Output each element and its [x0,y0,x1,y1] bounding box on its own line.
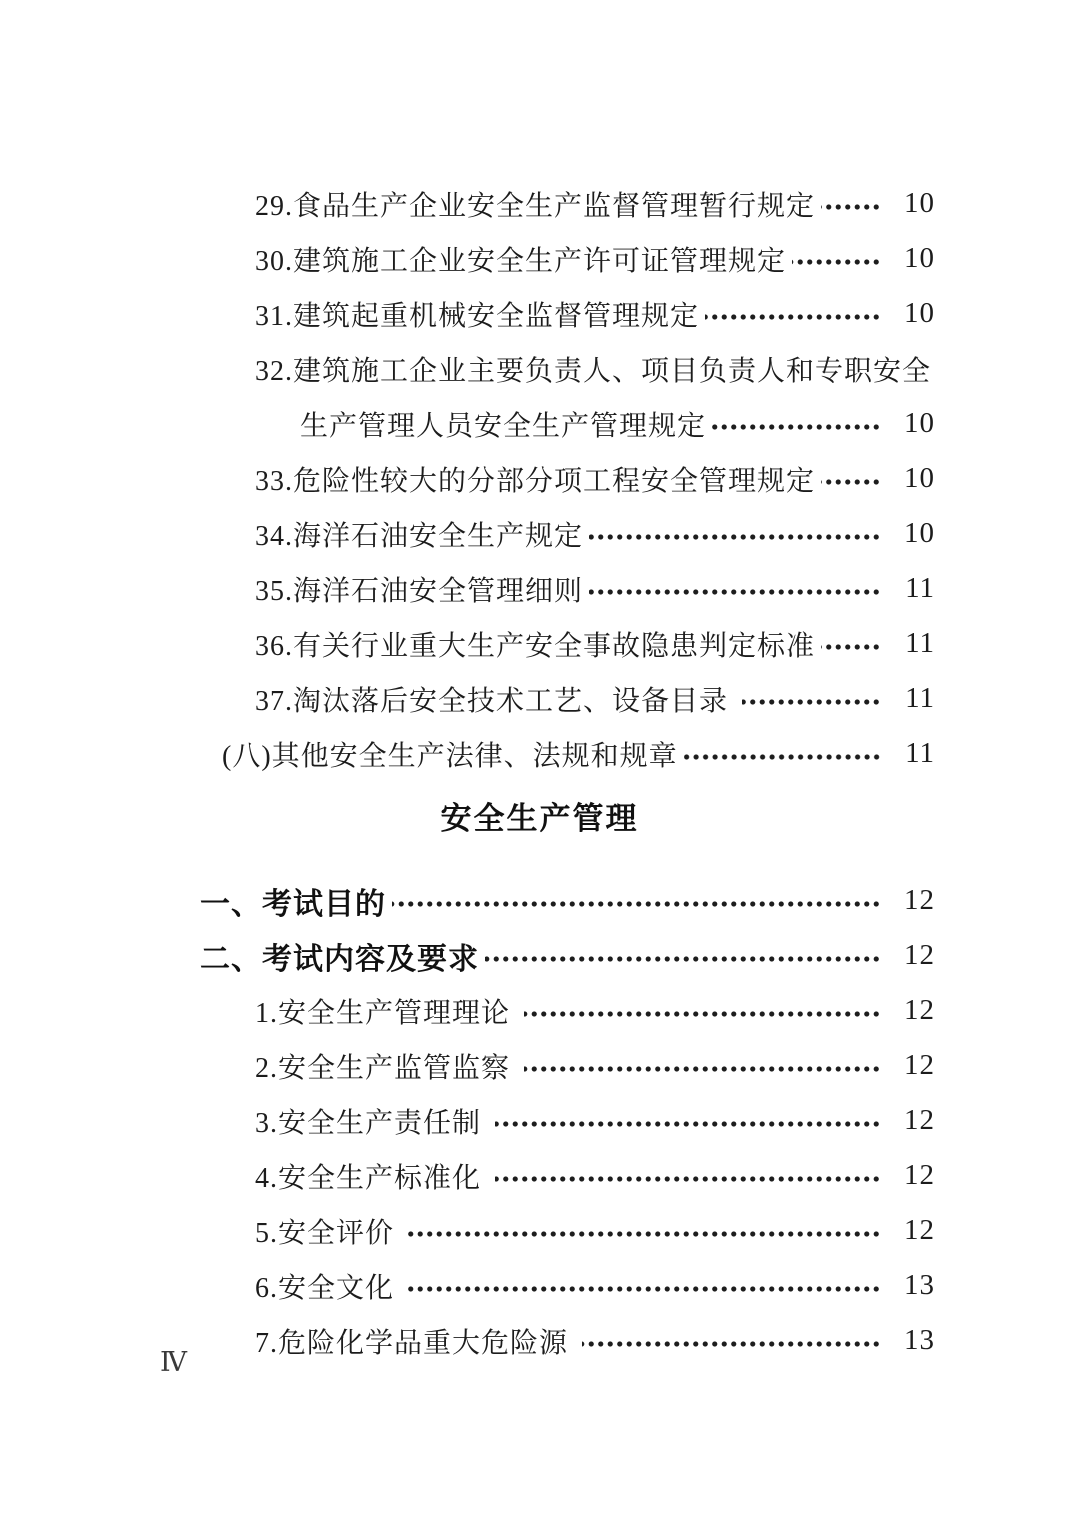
toc-entry-label: 生产管理人员安全生产管理规定 [300,410,707,442]
toc-entry-label: 29.食品生产企业安全生产监督管理暂行规定 [255,190,816,222]
toc-entry [200,616,935,671]
toc-entry [200,1258,935,1313]
toc-entry-page: 11 [905,627,935,659]
dot-leader [792,259,881,265]
toc-entry [200,1093,935,1148]
dot-leader [684,754,881,760]
toc-entry-label: 31.建筑起重机械安全监督管理规定 [255,300,700,332]
toc-entry [200,451,935,506]
toc-entry-label: 34.海洋石油安全生产规定 [255,520,584,552]
dot-leader [821,644,881,650]
toc-entry-page: 10 [904,297,935,329]
toc-entry [200,506,935,561]
toc-entry-label: 2.安全生产监管监察 [255,1052,519,1084]
dot-leader [821,479,881,485]
toc-entry-label: 3.安全生产责任制 [255,1107,490,1139]
toc-entry-page: 11 [905,737,935,769]
dot-leader [524,1066,881,1072]
dot-leader [392,901,881,907]
dot-leader [408,1286,881,1292]
toc-entry [200,726,935,781]
dot-leader [495,1176,881,1182]
toc-entry-label: 7.危险化学品重大危险源 [255,1327,577,1359]
toc-entry-page: 12 [904,1214,935,1246]
toc-entry-page: 10 [904,242,935,274]
toc-entry-label: 32.建筑施工企业主要负责人、项目负责人和专职安全 [255,355,932,387]
toc-entry [200,341,935,396]
dot-leader [524,1011,881,1017]
toc-entry-page: 11 [905,682,935,714]
toc-entry-page: 13 [904,1324,935,1356]
toc-entry [200,1313,935,1368]
toc-entry-page: 12 [904,1159,935,1191]
toc-entry [200,176,935,231]
toc-entry [200,983,935,1038]
dot-leader [742,699,881,705]
dot-leader [582,1341,881,1347]
toc-entry-label: 35.海洋石油安全管理细则 [255,575,584,607]
toc-entry-page: 10 [904,517,935,549]
toc-entry-label: (八)其他安全生产法律、法规和规章 [222,740,678,772]
toc-entry-page: 12 [904,994,935,1026]
dot-leader [408,1231,881,1237]
toc-entry [200,1203,935,1258]
dot-leader [589,534,881,540]
toc-entry [200,561,935,616]
toc-entry-page: 12 [904,884,935,916]
section-heading: 安全生产管理 [440,801,639,836]
toc-entry [200,928,935,983]
toc-entry-label: 1.安全生产管理理论 [255,997,519,1029]
toc-entry-page: 10 [904,407,935,439]
toc-entry-label: 36.有关行业重大生产安全事故隐患判定标准 [255,630,816,662]
toc-entry [200,396,935,451]
dot-leader [485,956,881,962]
toc-entry-page: 12 [904,1049,935,1081]
toc-entry-label: 30.建筑施工企业安全生产许可证管理规定 [255,245,787,277]
toc-entry-label: 一、考试目的 [200,887,386,921]
toc-entry [200,1038,935,1093]
footer-page-number: Ⅳ [160,1347,187,1377]
toc-entry-label: 二、考试内容及要求 [200,942,479,976]
toc-entry-page: 12 [904,1104,935,1136]
toc-entry-page: 11 [905,572,935,604]
dot-leader [712,424,881,430]
toc-entry-label: 33.危险性较大的分部分项工程安全管理规定 [255,465,816,497]
toc-section-laws [200,176,935,781]
dot-leader [821,204,881,210]
toc-entry-label: 37.淘汰落后安全技术工艺、设备目录 [255,685,737,717]
dot-leader [589,589,881,595]
toc-entry-page: 10 [904,462,935,494]
dot-leader [495,1121,881,1127]
toc-entry [200,231,935,286]
toc-entry-label: 5.安全评价 [255,1217,403,1249]
toc-entry-page: 10 [904,187,935,219]
toc-entry-label: 4.安全生产标准化 [255,1162,490,1194]
toc-entry-page: 13 [904,1269,935,1301]
dot-leader [705,314,881,320]
toc-section-management [200,873,935,1368]
toc-entry [200,671,935,726]
toc-entry [200,873,935,928]
toc-entry [200,286,935,341]
toc-entry-label: 6.安全文化 [255,1272,403,1304]
toc-entry-page: 12 [904,939,935,971]
toc-entry [200,1148,935,1203]
